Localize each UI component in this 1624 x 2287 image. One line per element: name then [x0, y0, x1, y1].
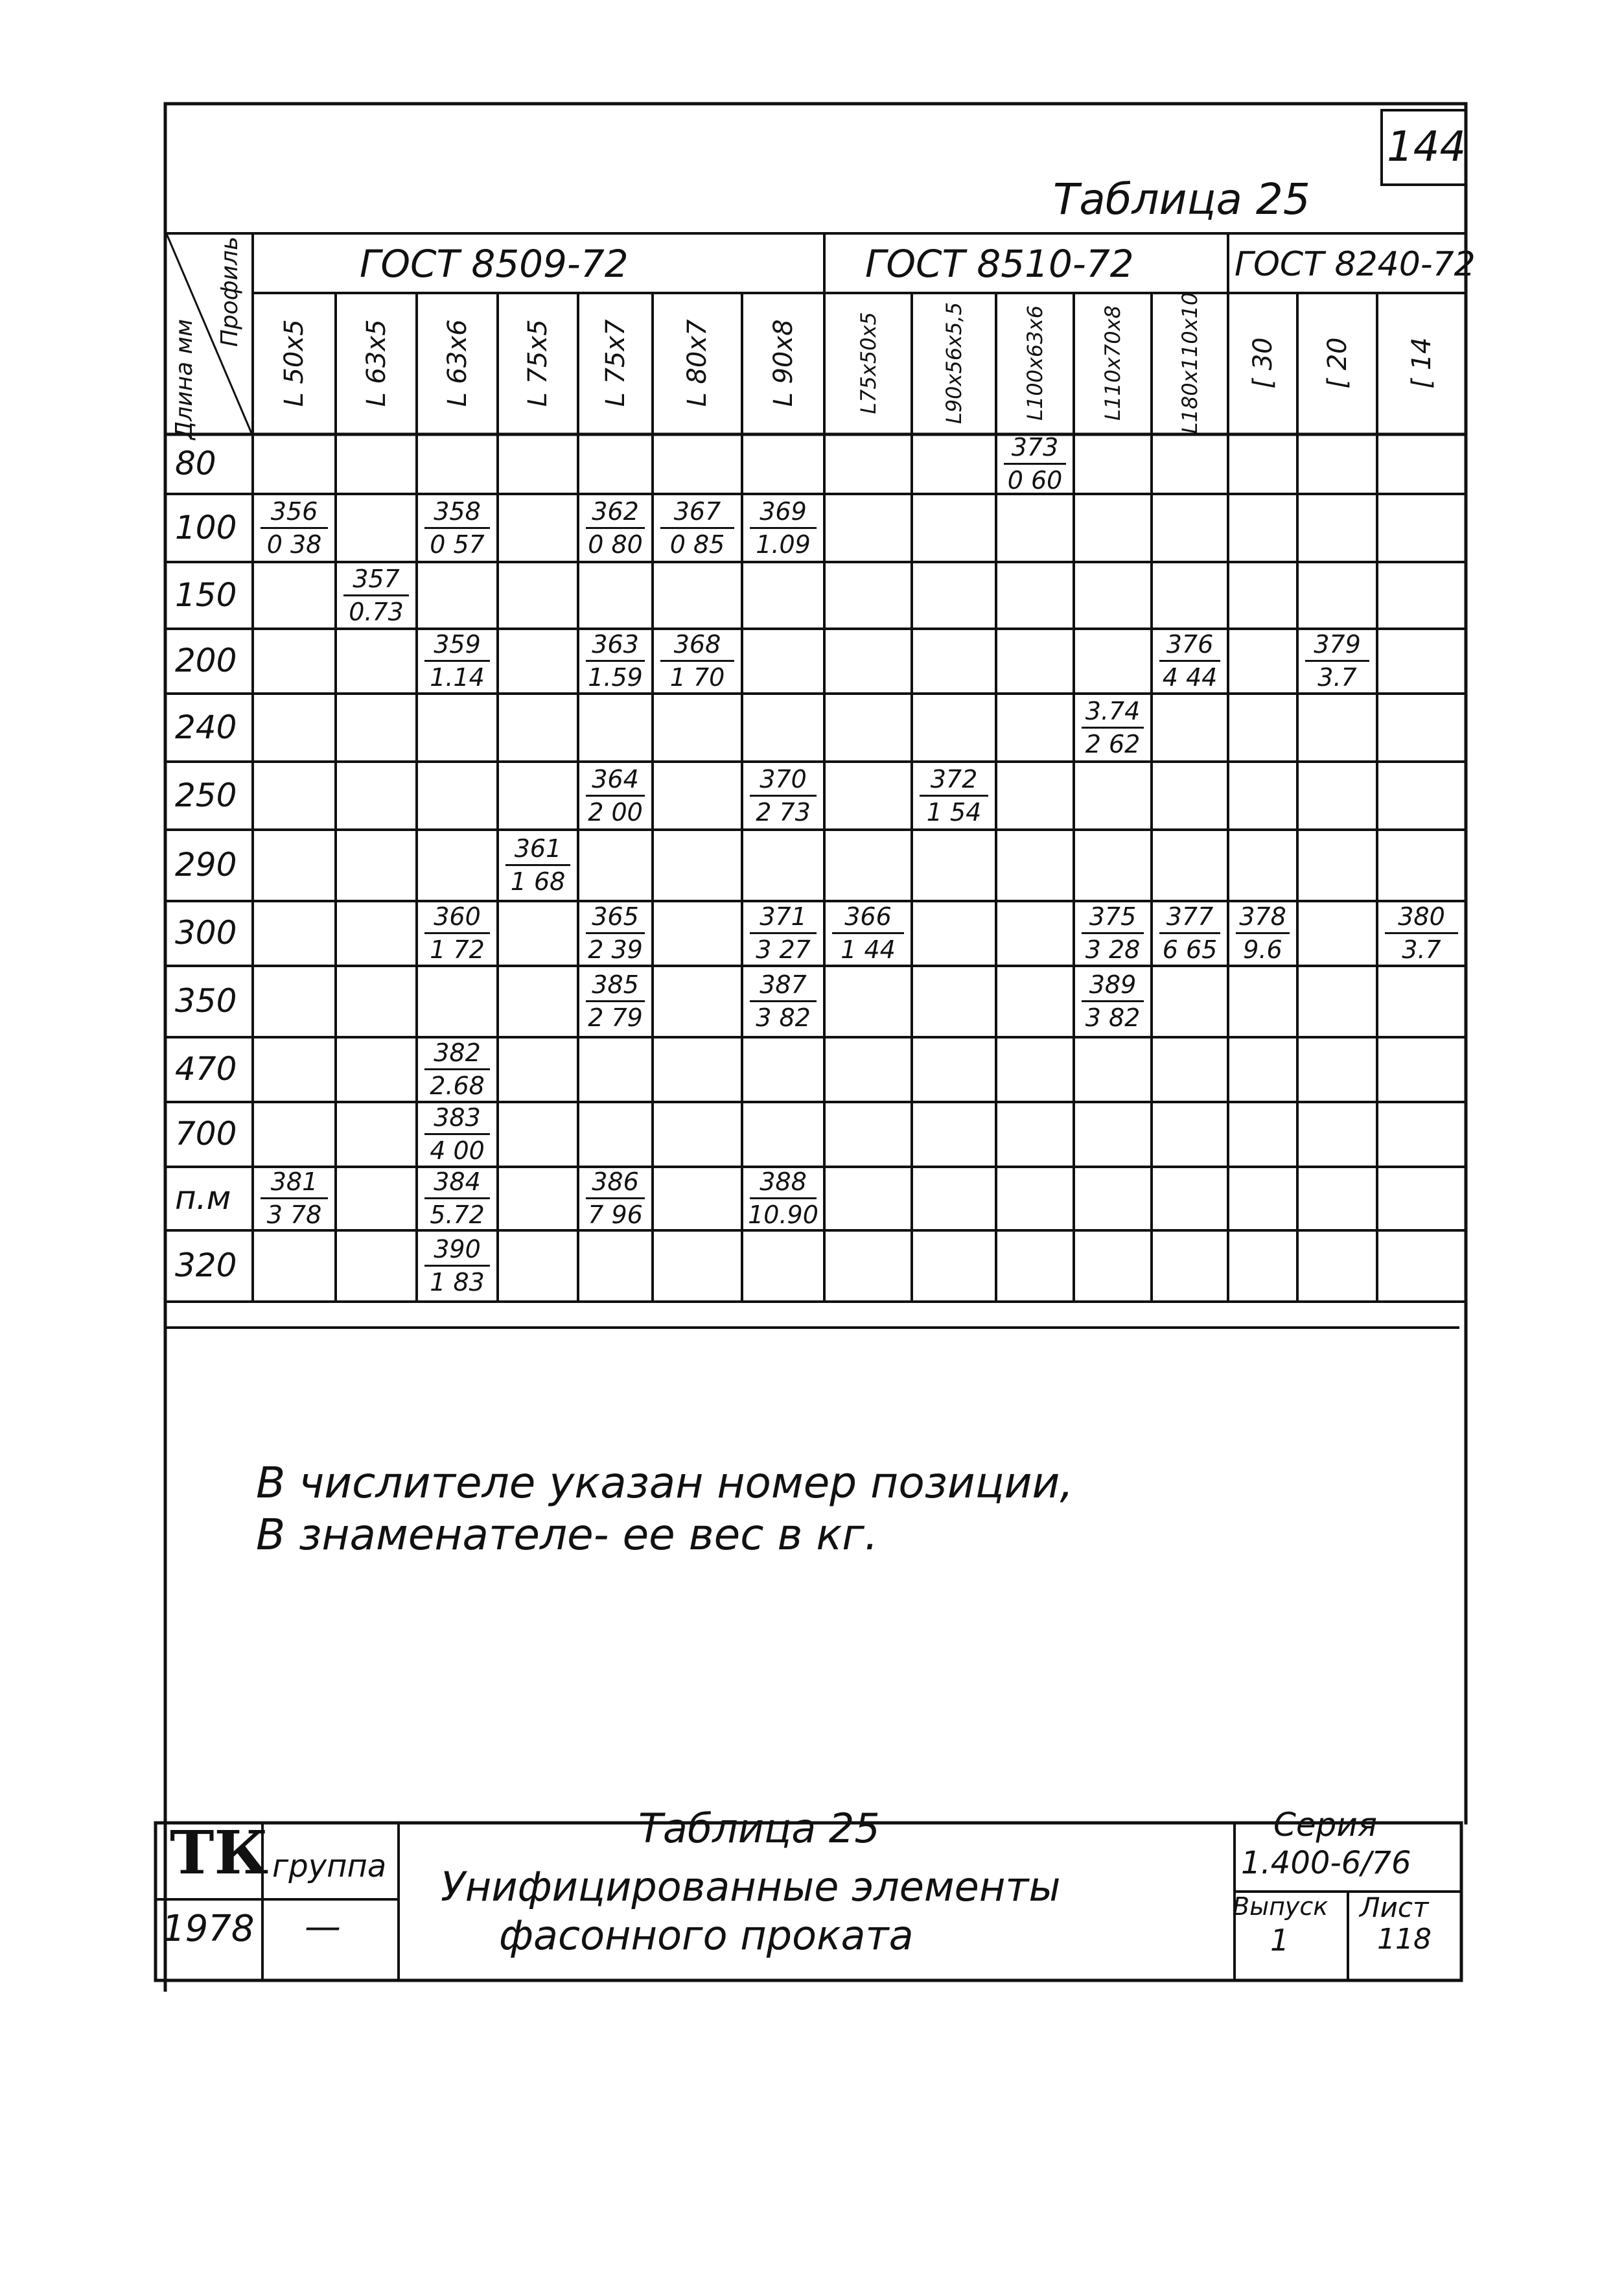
cell-position: 363 [592, 630, 639, 659]
fraction-bar [1385, 932, 1458, 934]
row-length: 470 [175, 1050, 237, 1088]
profile-header: L 50x5 [279, 319, 309, 407]
cell-weight: 3 27 [756, 935, 811, 964]
cell-position: 368 [673, 630, 721, 659]
title-line-3: фасонного проката [499, 1912, 914, 1959]
cell-position: 382 [434, 1038, 481, 1067]
note-line-2: В знаменателе- ее вес в кг. [256, 1510, 878, 1560]
gost-group-3: ГОСТ 8240-72 [1235, 245, 1476, 284]
cell-position: 3.74 [1085, 696, 1141, 725]
cell-position: 369 [760, 497, 807, 526]
cell-weight: 3.7 [1402, 935, 1441, 964]
cell-weight: 5.72 [430, 1201, 485, 1229]
cell-position: 389 [1089, 970, 1137, 999]
row-length: 290 [175, 846, 237, 884]
profile-header: L 63x6 [442, 319, 472, 407]
series-label: Серия [1273, 1806, 1377, 1844]
profile-header: L90x56x5,5 [942, 301, 966, 425]
fraction-bar [1159, 660, 1220, 662]
cell-position: 378 [1239, 902, 1286, 931]
issue-value: 1 [1270, 1923, 1290, 1958]
profile-header: L 75x5 [523, 319, 553, 407]
cell-position: 387 [760, 970, 807, 999]
fraction-bar [424, 1265, 490, 1267]
cell-weight: 1.59 [588, 663, 643, 692]
row-length: 100 [175, 508, 237, 546]
cell-position: 360 [434, 902, 481, 931]
row-length: 80 [175, 445, 216, 482]
fraction-bar [832, 932, 904, 934]
fraction-bar [750, 932, 817, 934]
gost-group-2: ГОСТ 8510-72 [865, 242, 1134, 286]
title-line-1: Таблица 25 [638, 1805, 880, 1852]
group-value: — [305, 1906, 341, 1948]
profile-header: [ 14 [1406, 337, 1437, 389]
cell-position: 385 [592, 970, 639, 999]
header-corner-profile: Профиль [216, 236, 243, 347]
cell-position: 371 [760, 902, 807, 931]
fraction-bar [1159, 932, 1220, 934]
row-length: 200 [175, 642, 237, 679]
cell-weight: 1.09 [756, 530, 811, 559]
cell-position: 364 [592, 764, 639, 793]
cell-weight: 0 60 [1007, 466, 1063, 495]
profile-header: L180x110x10 [1177, 292, 1202, 434]
cell-weight: 1 44 [841, 935, 896, 964]
profile-header: [ 20 [1322, 337, 1352, 389]
fraction-bar [1236, 932, 1290, 934]
row-length: 350 [175, 982, 237, 1020]
sheet-label: Лист [1360, 1892, 1429, 1923]
profile-header: L 90x8 [768, 319, 798, 407]
profile-header: L75x50x5 [855, 312, 881, 414]
fraction-bar [586, 1000, 645, 1002]
cell-weight: 2 39 [588, 935, 643, 964]
fraction-bar [261, 527, 328, 529]
fraction-bar [424, 527, 490, 529]
cell-weight: 1.14 [430, 663, 485, 692]
row-length: 250 [175, 776, 237, 814]
fraction-bar [750, 795, 817, 797]
fraction-bar [343, 594, 409, 596]
cell-position: 383 [434, 1103, 481, 1132]
cell-weight: 0 57 [430, 530, 485, 559]
cell-weight: 9.6 [1243, 935, 1282, 964]
fraction-bar [586, 795, 645, 797]
cell-weight: 2 00 [588, 797, 643, 827]
fraction-bar [1082, 727, 1144, 729]
cell-position: 390 [434, 1235, 481, 1263]
fraction-bar [505, 864, 570, 866]
fraction-bar [1004, 463, 1066, 465]
cell-weight: 0 38 [266, 530, 322, 559]
fraction-bar [920, 795, 988, 797]
fraction-bar [660, 660, 734, 662]
profile-header: L 80x7 [682, 319, 712, 407]
tk-logo: ТК [170, 1818, 269, 1888]
fraction-bar [424, 932, 490, 934]
cell-weight: 2 62 [1085, 729, 1141, 758]
fraction-bar [424, 1068, 490, 1070]
cell-weight: 7 96 [588, 1201, 643, 1229]
cell-position: 357 [353, 564, 400, 593]
cell-weight: 3.7 [1317, 663, 1357, 692]
cell-weight: 0 85 [669, 530, 725, 559]
cell-weight: 1 54 [926, 797, 982, 827]
cell-position: 381 [270, 1167, 318, 1196]
cell-weight: 2 79 [588, 1003, 643, 1032]
fraction-bar [750, 1000, 817, 1002]
fraction-bar [424, 1133, 490, 1135]
header-corner-length: Длина мм [171, 319, 198, 440]
row-length: 700 [175, 1115, 237, 1153]
group-label: группа [272, 1848, 387, 1884]
fraction-bar [586, 932, 645, 934]
cell-position: 373 [1011, 433, 1059, 462]
table-title: Таблица 25 [1053, 174, 1310, 224]
fraction-bar [586, 660, 645, 662]
cell-weight: 3 82 [756, 1003, 811, 1032]
row-length: 320 [175, 1247, 237, 1284]
cell-position: 359 [434, 630, 481, 659]
cell-position: 367 [673, 497, 721, 526]
cell-weight: 3 82 [1085, 1003, 1141, 1032]
cell-weight: 1 70 [669, 663, 725, 692]
cell-position: 386 [592, 1167, 639, 1196]
fraction-bar [1305, 660, 1369, 662]
cell-weight: 1 68 [510, 867, 566, 896]
cell-weight: 2 73 [756, 797, 811, 827]
profile-header: L 75x7 [600, 319, 631, 407]
fraction-bar [1082, 932, 1144, 934]
fraction-bar [586, 1197, 645, 1199]
cell-position: 366 [844, 902, 892, 931]
cell-position: 384 [434, 1167, 481, 1196]
cell-weight: 1 83 [430, 1268, 485, 1296]
note-line-1: В числителе указан номер позиции, [256, 1458, 1074, 1508]
cell-position: 372 [930, 764, 978, 793]
row-length: 240 [175, 708, 237, 746]
profile-header: L 63x5 [361, 319, 391, 407]
cell-position: 362 [592, 497, 639, 526]
issue-label: Выпуск [1233, 1892, 1328, 1921]
gost-group-1: ГОСТ 8509-72 [360, 242, 629, 286]
fraction-bar [586, 527, 645, 529]
series-value: 1.400-6/76 [1241, 1845, 1411, 1881]
fraction-bar [424, 1197, 490, 1199]
fraction-bar [750, 527, 817, 529]
fraction-bar [261, 1197, 328, 1199]
cell-position: 388 [760, 1167, 807, 1196]
fraction-bar [424, 660, 490, 662]
year: 1978 [162, 1908, 255, 1950]
cell-weight: 1 72 [430, 935, 485, 964]
cell-weight: 2.68 [430, 1072, 485, 1100]
fraction-bar [660, 527, 734, 529]
cell-weight: 0 80 [588, 530, 643, 559]
cell-weight: 4 44 [1162, 663, 1218, 692]
cell-weight: 4 00 [430, 1136, 485, 1165]
cell-weight: 3 28 [1085, 935, 1141, 964]
fraction-bar [750, 1197, 817, 1199]
cell-weight: 6 65 [1162, 935, 1218, 964]
cell-position: 377 [1166, 902, 1214, 931]
cell-weight: 0.73 [349, 597, 404, 626]
cell-position: 375 [1089, 902, 1137, 931]
cell-position: 358 [434, 497, 481, 526]
profile-header: [ 30 [1247, 337, 1278, 389]
profile-header: L110x70x8 [1100, 305, 1125, 421]
profile-header: L100x63x6 [1023, 305, 1047, 421]
title-line-2: Унифицированные элементы [441, 1863, 1061, 1910]
page-number: 144 [1387, 123, 1467, 171]
cell-position: 365 [592, 902, 639, 931]
cell-position: 356 [270, 497, 318, 526]
cell-position: 361 [514, 834, 562, 863]
row-length: 300 [175, 914, 237, 952]
cell-position: 376 [1166, 630, 1214, 659]
cell-weight: 10.90 [748, 1201, 818, 1229]
row-length: 150 [175, 576, 237, 614]
cell-position: 380 [1398, 902, 1445, 931]
cell-weight: 3 78 [266, 1201, 322, 1229]
sheet-value: 118 [1377, 1923, 1432, 1956]
cell-position: 379 [1314, 630, 1361, 659]
row-length: п.м [175, 1179, 231, 1217]
cell-position: 370 [760, 764, 807, 793]
fraction-bar [1082, 1000, 1144, 1002]
